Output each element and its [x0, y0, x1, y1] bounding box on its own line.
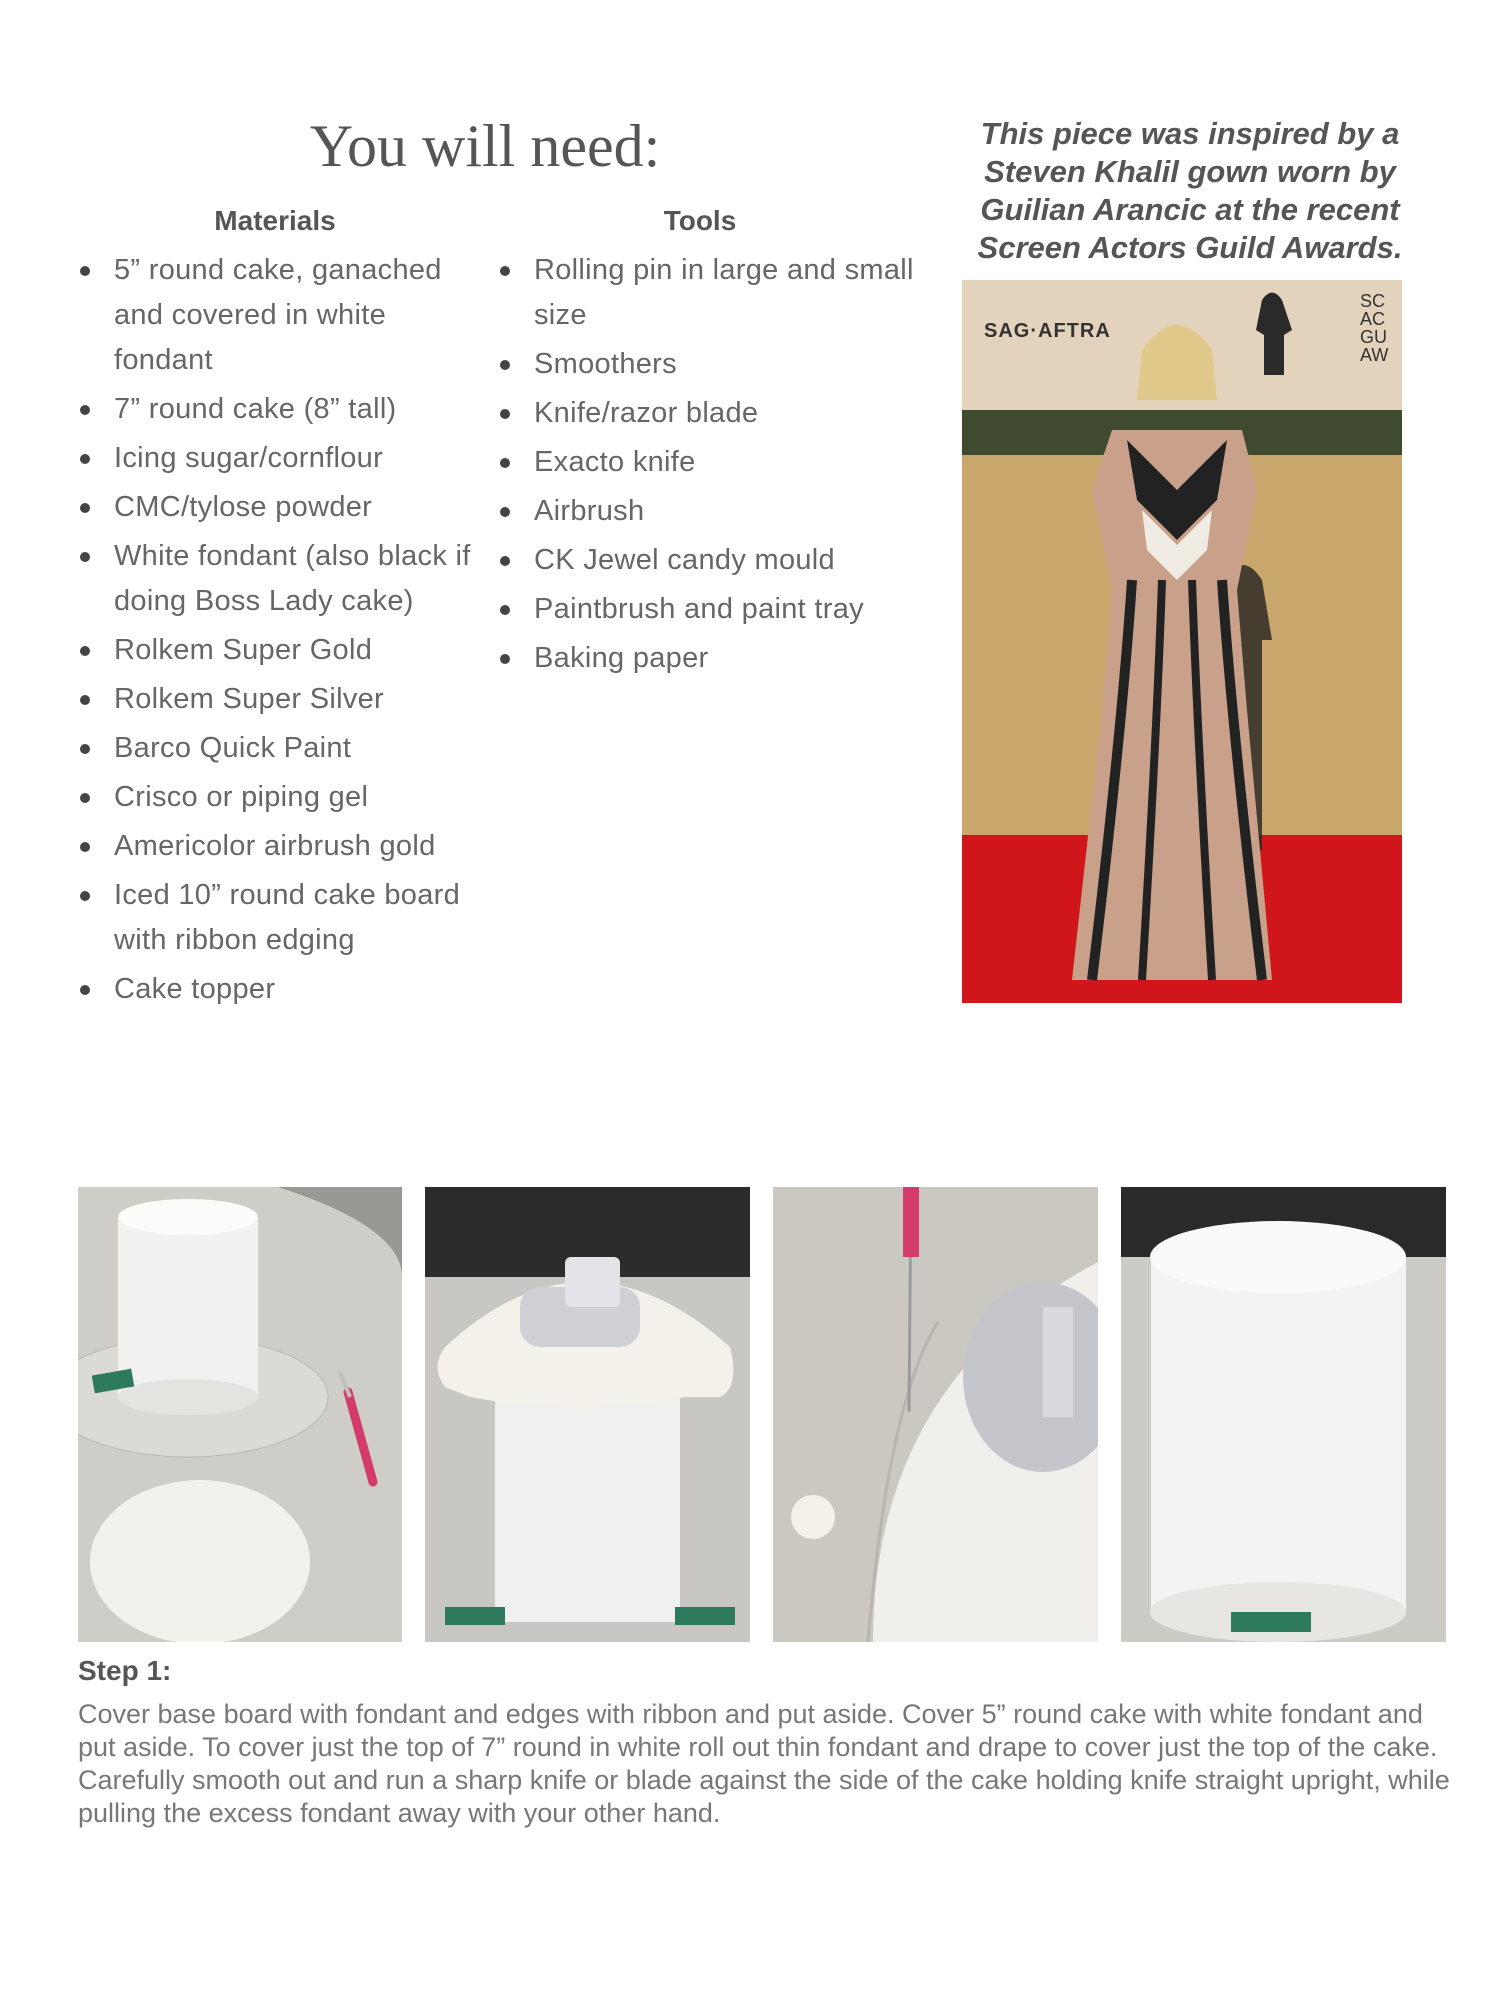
materials-list-item: Iced 10” round cake board with ribbon edging [78, 873, 488, 963]
materials-list-item: Rolkem Super Silver [78, 677, 488, 722]
sag-aftra-logo: SAG·AFTRA [984, 320, 1111, 342]
tools-list-item: Knife/razor blade [498, 391, 918, 436]
backdrop-letters [1360, 292, 1402, 364]
backdrop-letter: AC [1360, 309, 1386, 329]
materials-list-item: Rolkem Super Gold [78, 628, 488, 673]
tools-list [498, 248, 918, 685]
tools-list-item: Rolling pin in large and small size [498, 248, 918, 338]
materials-list [78, 248, 488, 1016]
step-photo-2 [425, 1187, 750, 1642]
materials-heading: Materials [214, 205, 336, 236]
tools-list-item: Exacto knife [498, 440, 918, 485]
materials-list-item: Crisco or piping gel [78, 775, 488, 820]
materials-list-item: Barco Quick Paint [78, 726, 488, 771]
materials-list-item: 7” round cake (8” tall) [78, 387, 488, 432]
page-title: You will need: [309, 113, 661, 179]
materials-list-item: 5” round cake, ganached and covered in white fondant [78, 248, 488, 383]
backdrop-letter: GU [1360, 327, 1387, 347]
step-1-instructions: Cover base board with fondant and edges with ribbon and put aside. Cover 5” round cake with white fondant and put aside. To cover just the top of 7” round in white roll out thin fondant and drape to cover just the top of the cake. Carefully smooth out and run a sharp knife or blade against the side of the cake holding knife straight upright, while pulling the excess fondant away with your other hand. [78, 1699, 1450, 1828]
tools-list-item: CK Jewel candy mould [498, 538, 918, 583]
materials-list-item: White fondant (also black if doing Boss Lady cake) [78, 534, 488, 624]
tools-heading: Tools [663, 205, 737, 236]
backdrop-letter: SC [1360, 291, 1386, 311]
tools-list-item: Baking paper [498, 636, 918, 681]
backdrop-letter: AW [1360, 345, 1389, 365]
tools-list-item: Airbrush [498, 489, 918, 534]
materials-list-item: Icing sugar/cornflour [78, 436, 488, 481]
materials-list-item: CMC/tylose powder [78, 485, 488, 530]
step-1-heading: Step 1: [78, 1655, 172, 1686]
inspiration-caption: This piece was inspired by a Steven Khalil gown worn by Guilian Arancic at the recent Screen Actors Guild Awards. [977, 116, 1403, 265]
step-photo-3 [773, 1187, 1098, 1642]
step-photo-4 [1121, 1187, 1446, 1642]
tools-list-item: Smoothers [498, 342, 918, 387]
materials-list-item: Americolor airbrush gold [78, 824, 488, 869]
materials-list-item: Cake topper [78, 967, 488, 1012]
step-photo-1 [78, 1187, 402, 1642]
gown-photo [962, 280, 1402, 1003]
tools-list-item: Paintbrush and paint tray [498, 587, 918, 632]
